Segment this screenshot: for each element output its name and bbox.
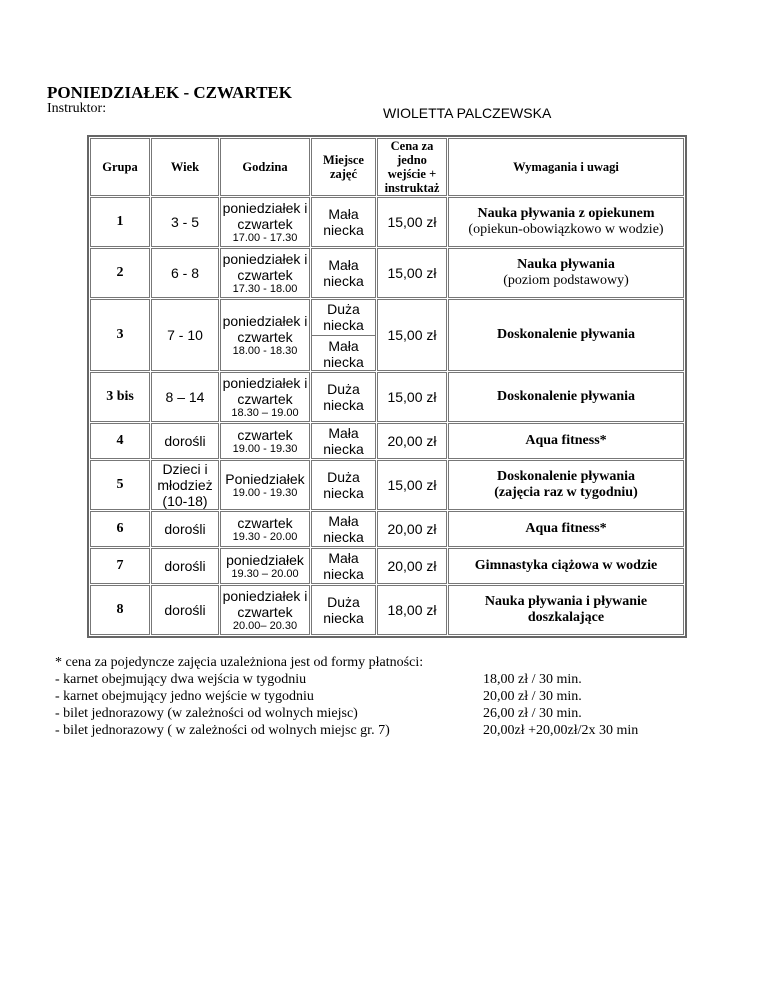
place-cell-primary: Mała niecka (323, 425, 364, 457)
place-cell (311, 299, 376, 371)
group-cell: 8 (90, 585, 150, 635)
days-text: poniedziałek i czwartek (222, 199, 308, 232)
header-group: Grupa (90, 138, 150, 196)
note-main: Nauka pływania (517, 257, 615, 272)
time-cell (220, 548, 310, 584)
time-cell (220, 197, 310, 247)
page-title: PONIEDZIAŁEK - CZWARTEK (47, 83, 292, 102)
days-text: poniedziałek i czwartek (222, 312, 308, 345)
place-cell-primary: Mała niecka (323, 206, 364, 238)
note-sub: (poziom podstawowy) (503, 273, 629, 288)
table-row (90, 299, 684, 371)
instructor-name: WIOLETTA PALCZEWSKA (383, 105, 552, 121)
price-cell: 20,00 zł (377, 511, 447, 547)
place-cell (311, 585, 376, 635)
place-cell-primary: Mała niecka (323, 513, 364, 545)
group-cell: 5 (90, 460, 150, 510)
table-row (90, 548, 684, 584)
footnote-item (55, 688, 582, 705)
place-cell-primary: Mała niecka (323, 550, 364, 582)
table-row (90, 248, 684, 298)
hours-text: 18.30 – 19.00 (231, 406, 299, 419)
header-age: Wiek (151, 138, 219, 196)
age-cell: 7 - 10 (151, 299, 219, 371)
note-main: Gimnastyka ciążowa w wodzie (474, 558, 658, 573)
group-cell: 1 (90, 197, 150, 247)
age-cell: dorośli (151, 511, 219, 547)
age-cell: 3 - 5 (151, 197, 219, 247)
header-place: Miejsce zajęć (311, 138, 376, 196)
footnote-item-text: - bilet jednorazowy ( w zależności od wolnych miejsc gr. 7) (55, 723, 390, 738)
group-cell: 4 (90, 423, 150, 459)
place-cell (311, 423, 376, 459)
time-cell (220, 460, 310, 510)
place-cell-primary: Duża niecka (323, 594, 364, 626)
footnote-item-price: 20,00zł +20,00zł/2x 30 min (483, 723, 639, 738)
footnote-item (55, 722, 639, 739)
hours-text: 19.00 - 19.30 (232, 442, 298, 455)
price-cell: 15,00 zł (377, 248, 447, 298)
time-cell (220, 299, 310, 371)
footnote-item-price: 18,00 zł / 30 min. (483, 672, 582, 687)
table-row (90, 372, 684, 422)
group-cell: 3 bis (90, 372, 150, 422)
notes-cell (448, 423, 684, 459)
note-main: Doskonalenie pływania (496, 327, 636, 342)
note-main: Doskonalenie pływania (496, 469, 636, 484)
schedule-table (87, 135, 687, 638)
place-cell-primary: Duża niecka (323, 381, 364, 413)
hours-text: 18.00 - 18.30 (232, 344, 298, 357)
notes-cell (448, 548, 684, 584)
days-text: poniedziałek (226, 551, 304, 568)
note-main: Nauka pływania z opiekunem (477, 206, 655, 221)
note-main: Aqua fitness* (525, 521, 607, 536)
price-cell: 20,00 zł (377, 548, 447, 584)
table-row (90, 423, 684, 459)
age-cell: 8 – 14 (151, 372, 219, 422)
table-row (90, 197, 684, 247)
place-cell-primary: Duża niecka (323, 469, 364, 501)
instructor-label: Instruktor: (47, 101, 107, 116)
days-text: poniedziałek i czwartek (222, 374, 308, 407)
price-cell: 15,00 zł (377, 299, 447, 371)
hours-text: 19.30 – 20.00 (231, 567, 299, 580)
group-cell: 7 (90, 548, 150, 584)
days-text: poniedziałek i czwartek (222, 587, 308, 620)
place-cell (311, 248, 376, 298)
header-notes: Wymagania i uwagi (448, 138, 684, 196)
time-cell (220, 423, 310, 459)
note-sub: (zajęcia raz w tygodniu) (494, 485, 638, 500)
table-row (90, 511, 684, 547)
table-row (90, 585, 684, 635)
days-text: czwartek (237, 514, 293, 531)
time-cell (220, 248, 310, 298)
table-row (90, 460, 684, 510)
place-cell (311, 548, 376, 584)
place-cell (311, 511, 376, 547)
note-main: Doskonalenie pływania (496, 389, 636, 404)
hours-text: 17.30 - 18.00 (232, 282, 298, 295)
hours-text: 19.00 - 19.30 (232, 486, 298, 499)
price-cell: 15,00 zł (377, 197, 447, 247)
notes-cell (448, 460, 684, 510)
footnote-item-text: - bilet jednorazowy (w zależności od wolnych miejsc) (55, 706, 358, 721)
time-cell (220, 372, 310, 422)
header-price: Cena za jedno wejście + instruktaż (377, 138, 447, 196)
footnote-item (55, 671, 582, 688)
notes-cell (448, 248, 684, 298)
place-cell-primary: Duża niecka (323, 300, 364, 333)
place-cell (311, 460, 376, 510)
hours-text: 17.00 - 17.30 (232, 231, 298, 244)
age-cell: dorośli (151, 585, 219, 635)
note-sub: (opiekun-obowiązkowo w wodzie) (468, 222, 664, 237)
footnote-item-price: 20,00 zł / 30 min. (483, 689, 582, 704)
footnote-item (55, 705, 582, 722)
price-cell: 15,00 zł (377, 372, 447, 422)
days-text: Poniedziałek (225, 470, 305, 487)
hours-text: 19.30 - 20.00 (232, 530, 298, 543)
footnote-item-text: - karnet obejmujący jedno wejście w tygodniu (55, 689, 314, 704)
notes-cell (448, 585, 684, 635)
price-cell: 20,00 zł (377, 423, 447, 459)
note-main: Nauka pływania i pływanie doszkalające (484, 594, 648, 625)
place-cell-secondary: Mała niecka (312, 335, 375, 370)
time-cell (220, 585, 310, 635)
footnote-item-price: 26,00 zł / 30 min. (483, 706, 582, 721)
footnote-intro: * cena za pojedyncze zajęcia uzależniona jest od formy płatności: (55, 655, 424, 670)
notes-cell (448, 299, 684, 371)
age-cell: dorośli (151, 423, 219, 459)
notes-cell (448, 197, 684, 247)
price-cell: 15,00 zł (377, 460, 447, 510)
header-time: Godzina (220, 138, 310, 196)
place-cell-primary: Mała niecka (323, 257, 364, 289)
group-cell: 3 (90, 299, 150, 371)
hours-text: 20.00– 20.30 (232, 619, 298, 632)
days-text: poniedziałek i czwartek (222, 250, 308, 283)
place-cell (311, 197, 376, 247)
footnote-item-text: - karnet obejmujący dwa wejścia w tygodniu (55, 672, 307, 687)
price-cell: 18,00 zł (377, 585, 447, 635)
price-footnote (55, 654, 639, 739)
age-cell: Dzieci i młodzież (10-18) (151, 460, 219, 510)
age-cell: dorośli (151, 548, 219, 584)
notes-cell (448, 372, 684, 422)
age-cell: 6 - 8 (151, 248, 219, 298)
notes-cell (448, 511, 684, 547)
note-main: Aqua fitness* (525, 433, 607, 448)
days-text: czwartek (237, 426, 293, 443)
group-cell: 2 (90, 248, 150, 298)
group-cell: 6 (90, 511, 150, 547)
time-cell (220, 511, 310, 547)
place-cell (311, 372, 376, 422)
